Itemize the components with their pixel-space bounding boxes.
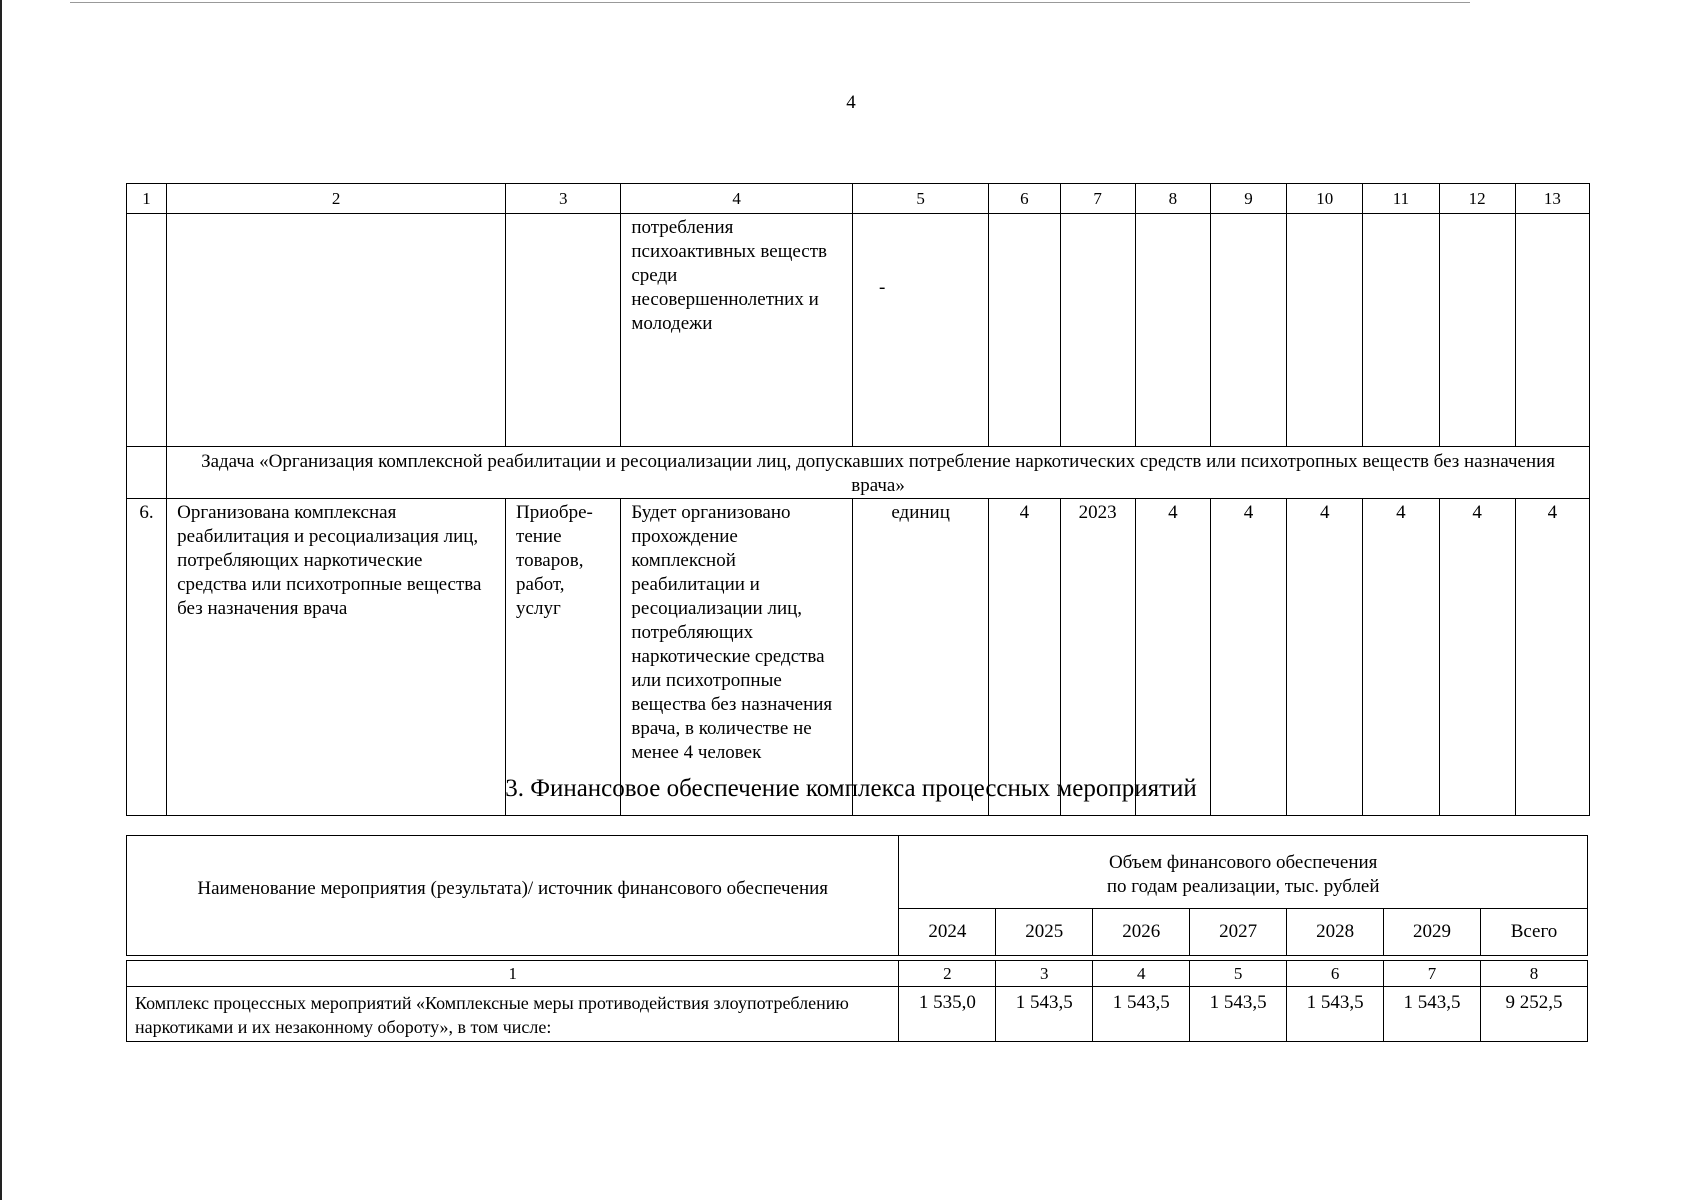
column-number: 8 xyxy=(1135,184,1210,214)
financing-table xyxy=(126,835,1588,1042)
table-cell xyxy=(1439,214,1515,447)
column-number: 6 xyxy=(1287,961,1384,987)
column-number: 9 xyxy=(1210,184,1286,214)
year-header: 2025 xyxy=(996,909,1093,956)
volume-header xyxy=(899,836,1588,909)
unit: единиц xyxy=(852,499,988,816)
column-number-row xyxy=(127,184,1590,214)
column-number: 1 xyxy=(127,961,899,987)
volume-header-line: Объем финансового обеспечения xyxy=(1108,852,1378,873)
column-number: 1 xyxy=(127,184,167,214)
year-header: 2024 xyxy=(899,909,996,956)
unit-cell: - xyxy=(852,214,988,447)
column-number: 6 xyxy=(989,184,1060,214)
result-description: Будет организовано прохождение комплексной реабилитации и ресоциализации лиц, потребляющих наркотические средства или психотропные вещества без назначения врача, в количестве не менее 4 человек xyxy=(621,499,853,816)
column-number: 5 xyxy=(1190,961,1287,987)
column-number: 7 xyxy=(1384,961,1481,987)
base-value: 4 xyxy=(989,499,1060,816)
row-number: 6. xyxy=(127,499,167,816)
header-row xyxy=(127,836,1588,909)
table-cell xyxy=(127,214,167,447)
task-title: Задача «Организация комплексной реабилитации и ресоциализации лиц, допускавших потребление наркотических средств или психотропных веществ без назначения врача» xyxy=(167,447,1590,499)
task-row xyxy=(127,447,1590,499)
column-number: 4 xyxy=(1093,961,1190,987)
column-number: 7 xyxy=(1060,184,1135,214)
indicators-table xyxy=(126,183,1590,816)
table-cell xyxy=(506,214,621,447)
table-cell xyxy=(127,447,167,499)
table-cell xyxy=(1363,214,1439,447)
amount-total: 9 252,5 xyxy=(1481,987,1588,1042)
value-2025: 4 xyxy=(1210,499,1286,816)
result-name: Организована комплексная реабилитация и ресоциализация лиц, потребляющих наркотические средства или психотропные вещества без назначения врача xyxy=(167,499,506,816)
scan-edge xyxy=(0,0,2,1200)
year-header: 2027 xyxy=(1190,909,1287,956)
table-cell xyxy=(1210,214,1286,447)
year-header: 2028 xyxy=(1287,909,1384,956)
column-number: 4 xyxy=(621,184,853,214)
amount-2029: 1 543,5 xyxy=(1384,987,1481,1042)
description-cell: потребления психоактивных веществ среди несовершеннолетних и молодежи xyxy=(621,214,853,447)
result-type: Приобре-тение товаров, работ, услуг xyxy=(506,499,621,816)
table-cell xyxy=(167,214,506,447)
column-number: 2 xyxy=(167,184,506,214)
value-2029: 4 xyxy=(1515,499,1589,816)
table-cell xyxy=(1135,214,1210,447)
table-cell xyxy=(1515,214,1589,447)
column-number: 5 xyxy=(852,184,988,214)
column-number: 2 xyxy=(899,961,996,987)
amount-2027: 1 543,5 xyxy=(1190,987,1287,1042)
column-number: 3 xyxy=(996,961,1093,987)
page-number: 4 xyxy=(846,92,856,113)
complex-name: Комплекс процессных мероприятий «Комплексные меры противодействия злоупотреблению наркотиками и их незаконному обороту», в том числе: xyxy=(127,987,899,1042)
table-row xyxy=(127,499,1590,816)
continuation-row xyxy=(127,214,1590,447)
scan-edge-top xyxy=(70,2,1470,3)
value-2024: 4 xyxy=(1135,499,1210,816)
value-2028: 4 xyxy=(1439,499,1515,816)
column-number: 8 xyxy=(1481,961,1588,987)
name-column-header: Наименование мероприятия (результата)/ источник финансового обеспечения xyxy=(127,836,899,956)
column-number-row xyxy=(127,961,1588,987)
section-title: 3. Финансовое обеспечение комплекса процессных мероприятий xyxy=(505,775,1197,802)
value-2026: 4 xyxy=(1287,499,1363,816)
column-number: 3 xyxy=(506,184,621,214)
year-header: 2029 xyxy=(1384,909,1481,956)
amount-2025: 1 543,5 xyxy=(996,987,1093,1042)
amount-2028: 1 543,5 xyxy=(1287,987,1384,1042)
volume-header-line: по годам реализации, тыс. рублей xyxy=(1106,876,1380,897)
amount-2024: 1 535,0 xyxy=(899,987,996,1042)
year-header: 2026 xyxy=(1093,909,1190,956)
table-cell xyxy=(1287,214,1363,447)
table-row xyxy=(127,987,1588,1042)
column-number: 11 xyxy=(1363,184,1439,214)
amount-2026: 1 543,5 xyxy=(1093,987,1190,1042)
column-number: 12 xyxy=(1439,184,1515,214)
column-number: 13 xyxy=(1515,184,1589,214)
base-year: 2023 xyxy=(1060,499,1135,816)
table-cell xyxy=(989,214,1060,447)
value-2027: 4 xyxy=(1363,499,1439,816)
table-cell xyxy=(1060,214,1135,447)
total-header: Всего xyxy=(1481,909,1588,956)
column-number: 10 xyxy=(1287,184,1363,214)
